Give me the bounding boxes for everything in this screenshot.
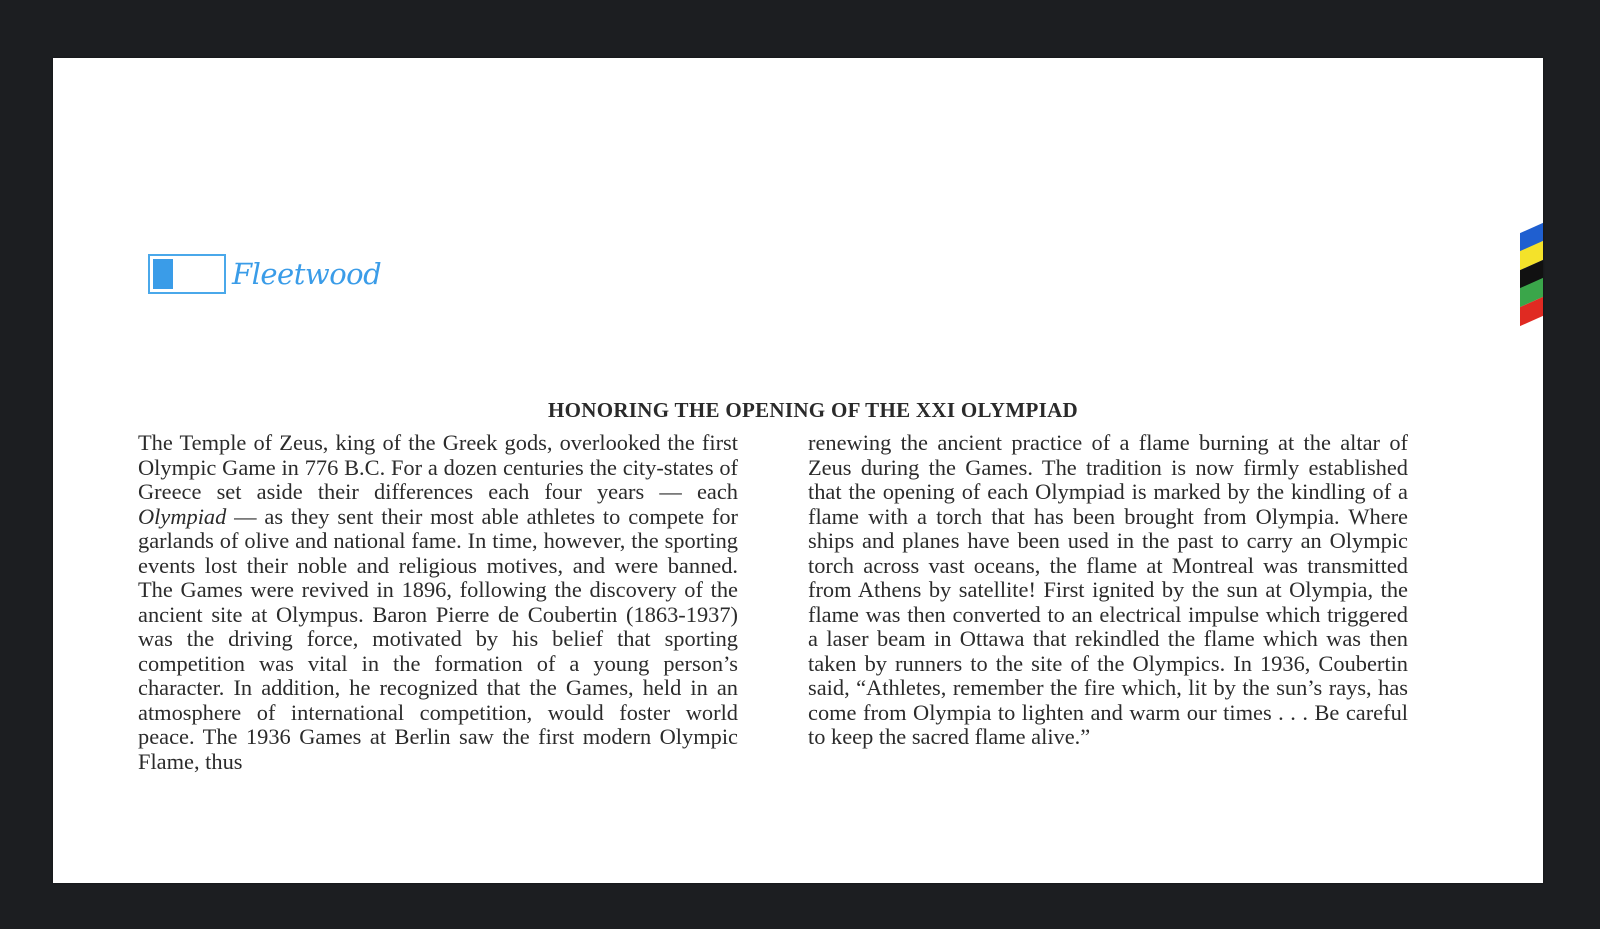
envelope-card xyxy=(53,58,1543,883)
text-column-left xyxy=(138,431,738,774)
text-column-right: renewing the ancient practice of a flame burning at the altar of Zeus during the Games. The tradition is now firmly established that the opening of each Olympiad is marked by the kindling of a flame with a torch that has been brought from Olympia. Where ships and planes have been used in the past to carry an Olympic torch across vast oceans, the flame at Montreal was transmitted from Athens by satellite! First ignited by the sun at Olympia, the flame was then converted to an electrical impulse which triggered a laser beam in Ottawa that rekindled the flame which was then taken by runners to the site of the Olympics. In 1936, Coubertin said, “Athletes, remember the fire which, lit by the sun’s rays, has come from Olympia to lighten and warm our times . . . Be careful to keep the sacred flame alive.” xyxy=(808,430,1408,749)
logo-wordmark: Fleetwood xyxy=(232,257,382,291)
logo-mark xyxy=(148,254,226,294)
fleetwood-logo xyxy=(148,252,381,296)
left-text-emphasis: Olympiad xyxy=(138,503,227,529)
logo-mark-fill xyxy=(153,259,173,289)
left-text-part-1: The Temple of Zeus, king of the Greek gods, overlooked the first Olympic Game in 776 B.C. For a dozen centuries the city-states of Greece set aside their differences each four years — each xyxy=(138,430,738,504)
olympic-color-stripes xyxy=(1520,228,1543,320)
left-text-part-2: — as they sent their most able athletes to compete for garlands of olive and national fame. In time, however, the sporting events lost their noble and religious motives, and were banned. The Games were revived in 1896, following the discovery of the ancient site at Olympus. Baron Pierre de Coubertin (1863-1937) was the driving force, motivated by his belief that sporting competition was vital in the formation of a young person’s character. In addition, he recognized that the Games, held in an atmosphere of international competition, would foster world peace. The 1936 Games at Berlin saw the first modern Olympic Flame, thus xyxy=(138,503,738,774)
page-title: HONORING THE OPENING OF THE XXI OLYMPIAD xyxy=(547,398,1079,422)
